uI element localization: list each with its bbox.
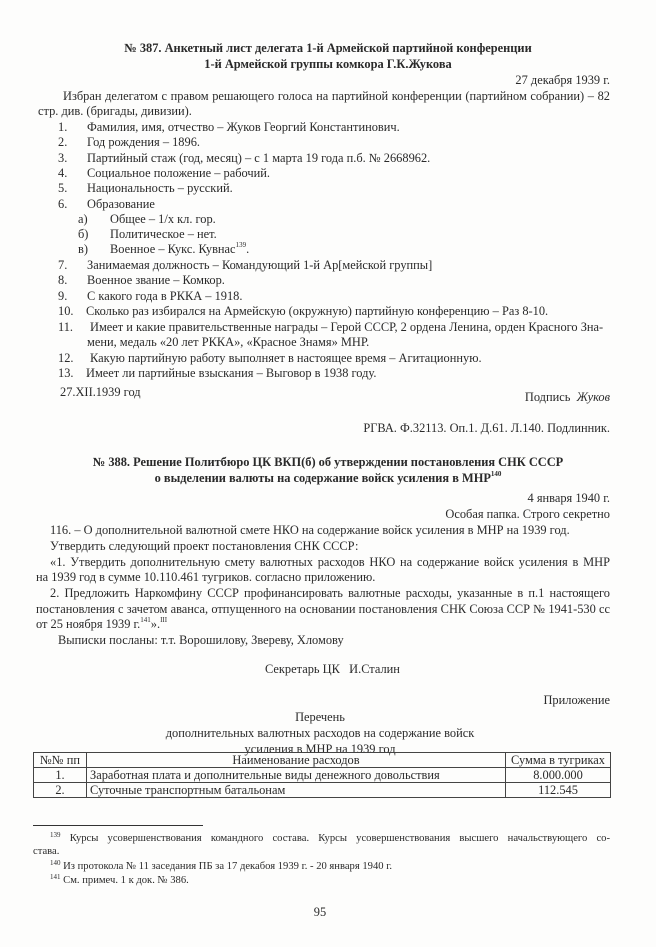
sign-label: Подпись — [524, 390, 571, 404]
item-text: Какую партийную работу выполняет в настоящее время – Агитационную. — [90, 351, 482, 365]
subitem-text: Общее – 1/х кл. гор. — [110, 212, 216, 226]
doc388-title: № 388. Решение Политбюро ЦК ВКП(б) об утверждении постановления СНК СССР — [92, 455, 564, 469]
list-subtitle: дополнительных валютных расходов на содержание войск — [165, 726, 475, 740]
expenses-table — [33, 752, 611, 798]
list-subtitle: усиления в МНР на 1939 год — [244, 742, 396, 756]
note-ref: III — [160, 616, 168, 624]
header-cell: Наименование расходов — [87, 753, 506, 768]
item-number: 10. — [58, 304, 74, 318]
paragraph: «1. Утвердить дополнительную смету валютных расходов НКО на содержание войск усиления в МНР — [50, 555, 610, 569]
item-text: Занимаемая должность – Командующий 1-й Ар[мейской группы] — [87, 258, 433, 272]
subitem-text: Политическое – нет. — [110, 227, 217, 241]
sign-date: 27.XII.1939 год — [60, 385, 141, 399]
doc387-title: № 387. Анкетный лист делегата 1-й Армейской партийной конференции — [124, 41, 532, 55]
item-text: Военное звание – Комкор. — [87, 273, 225, 287]
item-text: Фамилия, имя, отчество – Жуков Георгий Константинович. — [87, 120, 400, 134]
appendix-label: Приложение — [543, 693, 610, 707]
item-number: 7. — [58, 258, 68, 272]
item-number: 2. — [58, 135, 68, 149]
item-text: С какого года в РККА – 1918. — [87, 289, 243, 303]
item-text: Имеет ли партийные взыскания – Выговор в 1938 году. — [86, 366, 377, 380]
paragraph-cont: постановления с зачетом аванса, отпущенного на основании постановления СНК Союза ССР № 1941-530 сс — [36, 602, 610, 616]
item-text: Партийный стаж (год, месяц) – с 1 марта 19 года п.б. № 2668962. — [87, 151, 431, 165]
subitem-letter: а) — [78, 212, 88, 226]
doc388-date: 4 января 1940 г. — [527, 491, 610, 505]
footnote-text: См. примеч. 1 к док. № 386. — [63, 875, 189, 886]
list-title: Перечень — [295, 710, 345, 724]
item-number: 13. — [58, 366, 74, 380]
item-text: Сколько раз избирался на Армейскую (окружную) партийную конференцию – Раз 8-10. — [86, 304, 549, 318]
cell-number: 1. — [34, 768, 87, 783]
subitem-text: Военное – Кукс. Кувнас — [110, 242, 236, 256]
footnote-ref[interactable]: 141 — [140, 616, 151, 624]
footnote-number: 139 — [50, 831, 61, 839]
item-number: 5. — [58, 181, 68, 195]
document-page: № 387. Анкетный лист делегата 1-й Армейской партийной конференции 1-й Армейской группы комкора Г.К.Жукова 27 декабря 1939 г. Избран делегатом с правом решающего голоса на партийной конференции (партийном собрании) – 82 стр. див. (бригады, дивизии). 1. Фамилия, имя, отчество – Жуков Георгий Константинович. 2. Год рождения – 1896. 3. Партийный стаж (год, месяц) – с 1 марта 19 года п.б. № 2668962. 4. Социальное положение – рабочий. 5. Национальность – русский. 6. Образование а) Общее – 1/х кл. гор. б) Политическое – нет. в) Военное – Кукс. Кувнас$^{139}$. 7. Занимаемая должность – Командующий 1-й Ар[мейской группы] 8. Военное звание – Комкор. 9. С какого года в РККА – 1918. 10. Сколько раз избирался на Армейскую (окружную) партийную конференцию – Раз 8-10. 11. Имеет и какие правительственные награды – Герой СССР, 2 ордена Ленина, орден Красного Зна- мени, медаль «20 лет РККА», «Красное Знамя» МНР. 12. Какую партийную работу выполняет в настоящее время – Агитационную. 13. Имеет ли партийные взыскания – Выговор в 1938 году. 27.XII.1939 год Подпись Жуков РГВА. Ф.32113. Оп.1. Д.61. Л.140. Подлинник. № 388. Решение Политбюро ЦК ВКП(б) об утверждении постановления СНК СССР о выделении валюты на содержание войск усиления в МНР$^{140}$ 4 января 1940 г. Особая папка. Строго секретно 116. – О дополнительной валютной смете НКО на содержание войск усиления в МНР на 1939 год. Утвердить следующий проект постановления СНК СССР: «1. Утвердить дополнительную смету валютных расходов НКО на содержание войск усиления в МНР на 1939 год в сумме 10.110.461 тугриков. согласно приложению. 2. Предложить Наркомфину СССР профинансировать валютные расходы, указанные в п.1 настоящего постановления с зачетом аванса, отпущенного на основании постановления СНК Союза ССР № 1941-530 сс от 25 ноября 1939 г.$^{141}$».$^{III}$ Выписки посланы: т.т. Ворошилову, Звереву, Хломову Секретарь ЦК И.Сталин Приложение Перечень дополнительных валютных расходов на содержание войск усиления в МНР на 1939 год №№ пп Наименование расходов Сумма в тугриках 1. Заработная плата и дополнительные виды денежного довольствия 8.000.000 2. Суточные транспортным батальонам 112.545 $^{139}$ Курсы усовершенствования командного состава. Курсы усовершенствования высшего начальствующего со- става. $^{140}$ Из протокола № 11 заседания ПБ за 17 декабоя 1939 г. - 20 января 1940 г. $^{141}$ См. примеч. 1 к док. № 386. 95 — [0, 0, 656, 947]
footnote-ref[interactable]: 139 — [235, 241, 247, 249]
paragraph: 2. Предложить Наркомфину СССР профинансировать валютные расходы, указанные в п.1 настоящего — [50, 586, 610, 600]
footnote-text-cont: става. — [33, 846, 60, 857]
item-number: 4. — [58, 166, 68, 180]
doc387-date: 27 декабря 1939 г. — [515, 73, 610, 87]
paragraph-cont: от 25 ноября 1939 г. — [36, 617, 141, 631]
footnote-text: Из протокола № 11 заседания ПБ за 17 декабоя 1939 г. - 20 января 1940 г. — [63, 861, 392, 872]
item-text: Социальное положение – рабочий. — [87, 166, 270, 180]
doc387-intro-cont: стр. див. (бригады, дивизии). — [38, 104, 192, 118]
doc388-title-line2: о выделении валюты на содержание войск усиления в МНР — [154, 471, 491, 485]
copies-sent: Выписки посланы: т.т. Ворошилову, Звереву, Хломову — [58, 633, 344, 647]
table-row — [34, 783, 611, 798]
archive-reference: РГВА. Ф.32113. Оп.1. Д.61. Л.140. Подлинник. — [363, 421, 610, 435]
item-number: 12. — [58, 351, 74, 365]
header-cell: №№ пп — [34, 753, 87, 768]
paragraph-cont: на 1939 год в сумме 10.110.461 тугриков. согласно приложению. — [36, 570, 376, 584]
paragraph-end: ». — [150, 617, 161, 631]
footnote-ref[interactable]: 140 — [490, 470, 502, 478]
footnote-number: 141 — [50, 873, 61, 881]
subitem-letter: б) — [78, 227, 89, 241]
header-cell: Сумма в тугриках — [506, 753, 611, 768]
signature: Жуков — [576, 390, 610, 404]
table-row — [34, 768, 611, 783]
cell-name: Заработная плата и дополнительные виды денежного довольствия — [87, 768, 506, 783]
cell-name: Суточные транспортным батальонам — [87, 783, 506, 798]
item-number: 8. — [58, 273, 68, 287]
item-text: Национальность – русский. — [87, 181, 233, 195]
paragraph: 116. – О дополнительной валютной смете НКО на содержание войск усиления в МНР на 1939 год. — [50, 523, 570, 537]
paragraph: Утвердить следующий проект постановления СНК СССР: — [50, 539, 359, 553]
item-number: 1. — [58, 120, 68, 134]
item-text-cont: мени, медаль «20 лет РККА», «Красное Знамя» МНР. — [87, 335, 370, 349]
item-number: 3. — [58, 151, 68, 165]
item-text: Год рождения – 1896. — [87, 135, 200, 149]
footnote-text: Курсы усовершенствования командного состава. Курсы усовершенствования высшего начальствующего со- — [69, 833, 610, 844]
footnote-number: 140 — [50, 859, 61, 867]
item-text: Имеет и какие правительственные награды – Герой СССР, 2 ордена Ленина, орден Красного Зна- — [90, 320, 604, 334]
item-number: 11. — [58, 320, 74, 334]
subitem-letter: в) — [78, 242, 88, 256]
classification: Особая папка. Строго секретно — [445, 507, 610, 521]
footnote-divider — [33, 825, 203, 826]
cell-amount: 8.000.000 — [506, 768, 611, 783]
doc387-title-line2: 1-й Армейской группы комкора Г.К.Жукова — [204, 57, 452, 71]
cell-number: 2. — [34, 783, 87, 798]
item-number: 6. — [58, 197, 68, 211]
page-number: 95 — [313, 905, 327, 919]
cell-amount: 112.545 — [506, 783, 611, 798]
item-number: 9. — [58, 289, 68, 303]
item-text: Образование — [87, 197, 155, 211]
doc387-intro: Избран делегатом с правом решающего голоса на партийной конференции (партийном собрании) – 82 — [63, 89, 610, 103]
secretary-signature: Секретарь ЦК И.Сталин — [265, 662, 400, 676]
table-header-row — [34, 753, 611, 768]
